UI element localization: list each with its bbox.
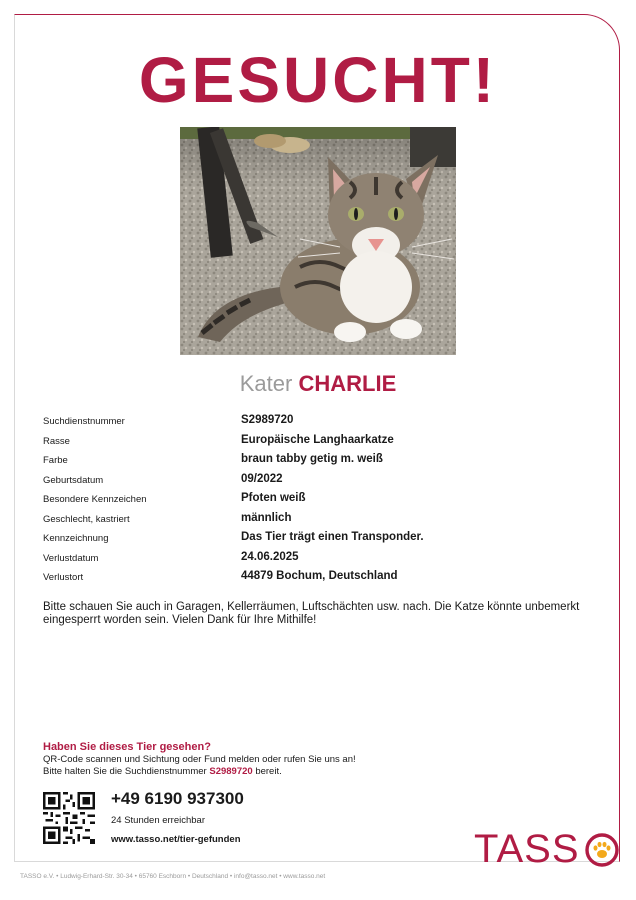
detail-label: Kennzeichnung — [43, 533, 109, 544]
detail-label: Besondere Kennzeichen — [43, 494, 147, 505]
detail-value: Europäische Langhaarkatze — [241, 433, 394, 446]
footer-address: TASSO e.V. • Ludwig-Erhard-Str. 30-34 • 65760 Eschborn • Deutschland • info@tasso.net • www.tasso.net — [20, 873, 326, 880]
detail-value: 09/2022 — [241, 472, 283, 485]
paw-icon — [582, 829, 622, 869]
detail-row — [43, 570, 603, 590]
availability-text: 24 Stunden erreichbar — [111, 815, 206, 826]
detail-label: Geschlecht, kastriert — [43, 513, 130, 525]
contact-line-2 — [43, 766, 356, 778]
detail-row — [43, 434, 603, 454]
contact-line-1: QR-Code scannen und Sichtung oder Fund melden oder rufen Sie uns an! — [43, 754, 356, 765]
logo-text: TASS — [474, 827, 580, 871]
website-link[interactable]: www.tasso.net/tier-gefunden — [111, 834, 241, 845]
phone-number[interactable]: +49 6190 937300 — [111, 789, 244, 808]
detail-value: S2989720 — [241, 414, 294, 426]
detail-value: 44879 Bochum, Deutschland — [241, 570, 398, 582]
qr-code[interactable] — [43, 792, 95, 844]
detail-label: Rasse — [43, 435, 70, 447]
detail-row — [43, 473, 603, 493]
contact-instructions — [43, 754, 356, 777]
detail-label: Geburtsdatum — [43, 474, 104, 486]
detail-value: 24.06.2025 — [241, 550, 299, 563]
detail-value: braun tabby getig m. weiß — [241, 453, 383, 465]
pet-name-value: CHARLIE — [298, 371, 397, 396]
detail-row — [43, 512, 603, 532]
pet-name — [0, 370, 636, 398]
detail-label: Verlustdatum — [43, 552, 99, 564]
contact-question: Haben Sie dieses Tier gesehen? — [43, 741, 211, 753]
detail-row — [43, 453, 603, 473]
contact-line-2-post: bereit. — [255, 765, 282, 777]
detail-row — [43, 414, 603, 434]
contact-line-2-pre: Bitte halten Sie die Suchdienstnummer — [43, 765, 207, 777]
headline: GESUCHT! — [138, 44, 498, 116]
detail-value: männlich — [241, 511, 292, 524]
detail-label: Verlustort — [43, 572, 84, 583]
detail-label: Suchdienstnummer — [43, 416, 125, 427]
detail-value: Pfoten weiß — [241, 492, 306, 504]
detail-label: Farbe — [43, 455, 68, 466]
details-table — [43, 414, 603, 590]
cat-photo — [180, 127, 456, 355]
pet-prefix: Kater — [239, 371, 293, 396]
notice-text: Bitte schauen Sie auch in Garagen, Kellerräumen, Luftschächten usw. nach. Die Katze könnte unbemerkt eingesperrt worden sein. Vielen Dank für Ihre Mithilfe! — [43, 601, 580, 626]
detail-value: Das Tier trägt einen Transponder. — [241, 531, 424, 543]
tasso-logo — [474, 825, 622, 873]
detail-row — [43, 551, 603, 571]
detail-row — [43, 492, 603, 512]
search-id-highlight: S2989720 — [209, 765, 253, 777]
detail-row — [43, 531, 603, 551]
